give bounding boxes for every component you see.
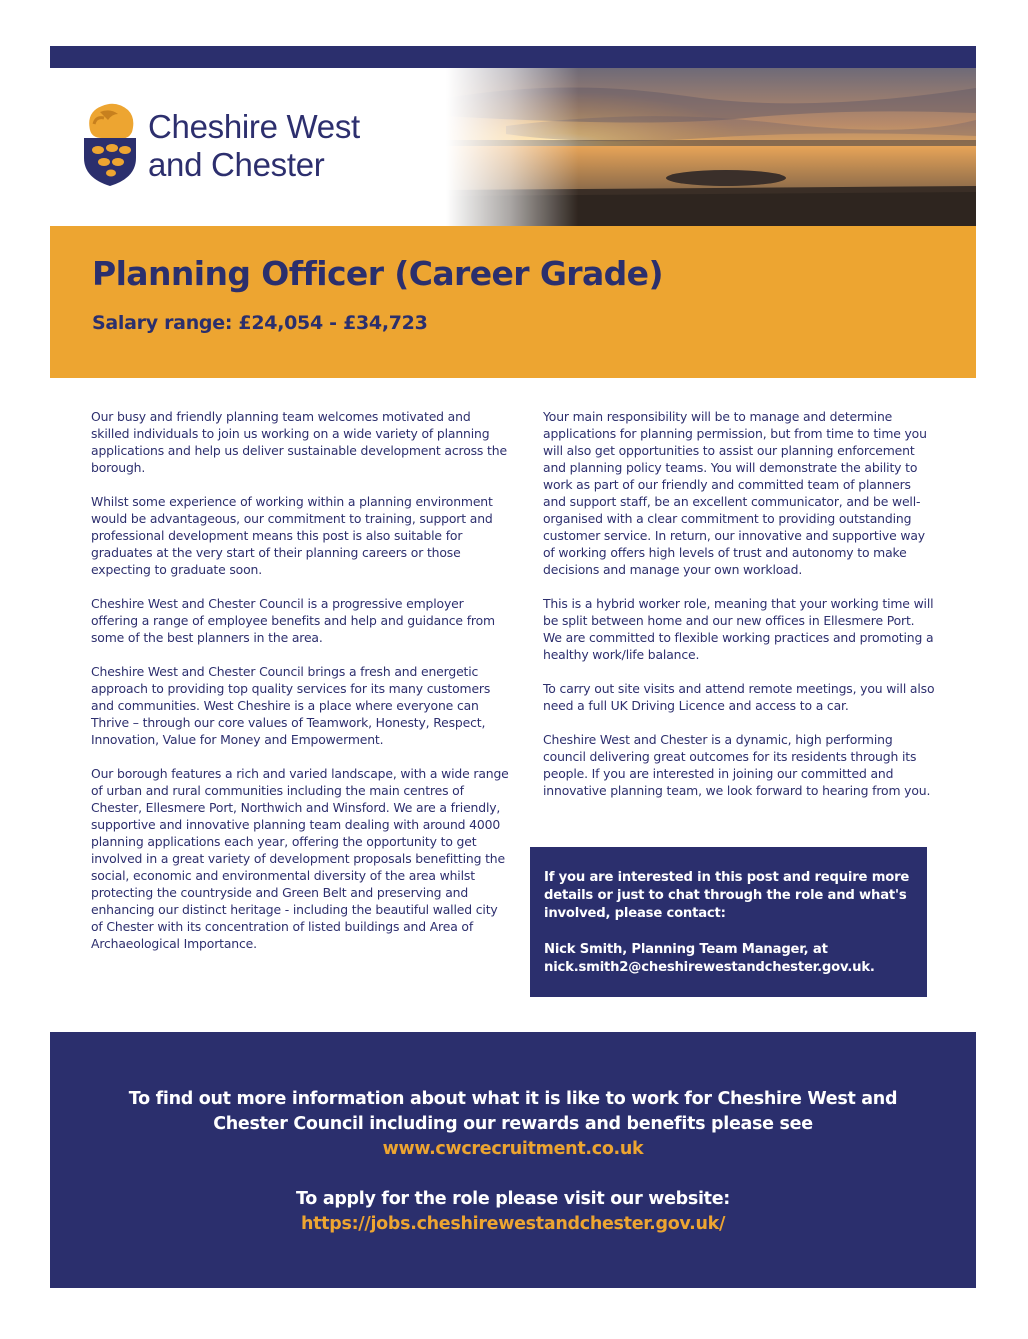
left-paragraph-1: Our busy and friendly planning team welcomes motivated and skilled individuals to join us working on a wide variety of planning applications and help us deliver sustainable development across the borough. <box>91 409 507 475</box>
contact-box <box>530 847 927 997</box>
logo-line-1: Cheshire West <box>148 108 360 145</box>
footer-apply <box>50 1187 976 1237</box>
right-paragraph-3: To carry out site visits and attend remote meetings, you will also need a full UK Driving Licence and access to a car. <box>543 681 935 713</box>
apply-text: To apply for the role please visit our website: <box>295 1189 731 1209</box>
left-paragraph-2: Whilst some experience of working within a planning environment would be advantageous, our commitment to training, support and professional development means this post is also suitable for graduates at the very start of their planning careers or those expecting to graduate soon. <box>91 494 493 577</box>
contact-intro: If you are interested in this post and require more details or just to chat through the role and what's involved, please contact: <box>544 870 910 921</box>
top-navy-bar <box>50 46 976 68</box>
footer-info <box>50 1087 976 1162</box>
left-paragraph-5: Our borough features a rich and varied landscape, with a wide range of urban and rural communities including the main centres of Chester, Ellesmere Port, Northwich and Winsford. We are a friendly, supportive and innovative planning team dealing with around 4000 planning applications each year, offering the opportunity to get involved in a great variety of development proposals benefitting the social, economic and environmental diversity of the area whilst protecting the countryside and Green Belt and preserving and enhancing our distinct heritage - including the beautiful walled city of Chester with its concentration of listed buildings and Area of Archaeological Importance. <box>91 766 509 951</box>
right-paragraph-4: Cheshire West and Chester is a dynamic, high performing council delivering great outcomes for its residents through its people. If you are interested in joining our committed and innovative planning team, we look forward to hearing from you. <box>543 732 931 798</box>
left-paragraph-3: Cheshire West and Chester Council is a progressive employer offering a range of employee benefits and help and guidance from some of the best planners in the area. <box>91 596 495 645</box>
right-paragraph-2: This is a hybrid worker role, meaning that your working time will be split between home and our new offices in Ellesmere Port. We are committed to flexible working practices and promoting a healthy work/life balance. <box>543 596 934 662</box>
footer-info-line-2: Chester Council including our rewards and benefits please see <box>213 1114 813 1134</box>
footer-info-line-1: To find out more information about what it is like to work for Cheshire West and <box>128 1089 898 1109</box>
contact-email-link[interactable]: nick.smith2@cheshirewestandchester.gov.uk. <box>544 960 875 975</box>
job-title: Planning Officer (Career Grade) <box>92 254 663 293</box>
council-logo[interactable] <box>82 102 392 192</box>
header <box>50 68 976 226</box>
logo-wordmark <box>148 108 360 184</box>
title-band <box>50 226 976 378</box>
right-column <box>543 408 935 816</box>
left-column <box>91 408 511 969</box>
left-paragraph-4: Cheshire West and Chester Council brings a fresh and energetic approach to providing top quality services for its many customers and communities. West Cheshire is a place where everyone can Thrive – through our core values of Teamwork, Honesty, Respect, Innovation, Value for Money and Empowerment. <box>91 664 491 747</box>
sunset-landscape-photo <box>446 68 976 226</box>
logo-line-2: and Chester <box>148 146 325 183</box>
recruitment-website-link[interactable]: www.cwcrecruitment.co.uk <box>382 1139 644 1159</box>
apply-website-link[interactable]: https://jobs.cheshirewestandchester.gov.uk/ <box>300 1214 726 1234</box>
lion-shield-crest-icon <box>82 102 138 188</box>
contact-name: Nick Smith, Planning Team Manager, at <box>544 942 828 957</box>
footer <box>50 1032 976 1288</box>
salary-range: Salary range: £24,054 - £34,723 <box>92 312 428 334</box>
right-paragraph-1: Your main responsibility will be to manage and determine applications for planning permission, but from time to time you will also get opportunities to assist our planning enforcement and planning policy teams. You will demonstrate the ability to work as part of our friendly and committed team of planners and support staff, be an excellent communicator, and be well-organised with a clear commitment to providing outstanding customer service. In return, our innovative and supportive way of working offers high levels of trust and autonomy to make decisions and manage your own workload. <box>543 409 927 577</box>
